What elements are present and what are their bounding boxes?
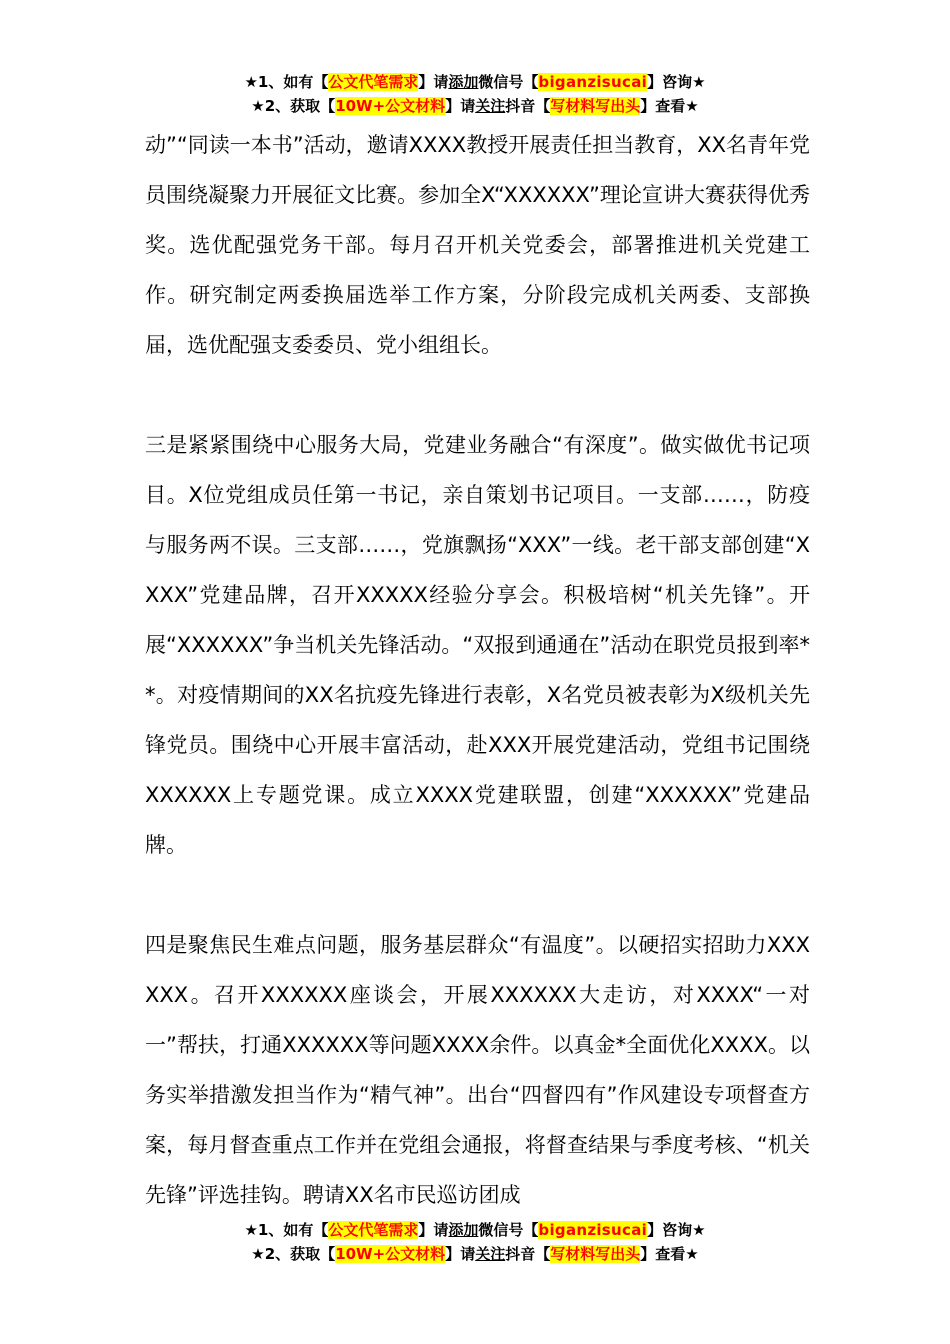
banner-text: 】请 bbox=[445, 1245, 476, 1263]
banner-text: ★2、获取【 bbox=[251, 97, 336, 115]
paragraph-1: 动”“同读一本书”活动，邀请XXXX教授开展责任担当教育，XX名青年党员围绕凝聚力开展征文比赛。参加全X“XXXXXX”理论宣讲大赛获得优秀奖。选优配强党务干部。每月召开机关党委会，部署推进机关党建工作。研究制定两委换届选举工作方案，分阶段完成机关两委、支部换届，选优配强支委委员、党小组组长。 bbox=[145, 133, 810, 357]
banner-text: 微信号【 bbox=[478, 73, 539, 91]
banner-text: 】请 bbox=[445, 97, 476, 115]
banner-line-1 bbox=[0, 70, 950, 94]
banner-text: ★1、如有【 bbox=[244, 73, 329, 91]
banner-text: 】咨询★ bbox=[647, 73, 706, 91]
highlight-materials: 10W+公文材料 bbox=[335, 97, 446, 115]
underlined-text: 关注 bbox=[475, 97, 506, 115]
highlight-service: 公文代笔需求 bbox=[328, 73, 419, 91]
underlined-text: 添加 bbox=[448, 1221, 479, 1239]
banner-text: 】咨询★ bbox=[647, 1221, 706, 1239]
paragraph-2: 三是紧紧围绕中心服务大局，党建业务融合“有深度”。做实做优书记项目。X位党组成员任第一书记，亲自策划书记项目。一支部……，防疫与服务两不误。三支部……，党旗飘扬“XXX”一线。老干部支部创建“XXXX”党建品牌，召开XXXXX经验分享会。积极培树“机关先锋”。开展“XXXXXX”争当机关先锋活动。“双报到通通在”活动在职党员报到率**。对疫情期间的XX名抗疫先锋进行表彰，X名党员被表彰为X级机关先锋党员。围绕中心开展丰富活动，赴XXX开展党建活动，党组书记围绕XXXXXX上专题党课。成立XXXX党建联盟，创建“XXXXXX”党建品牌。 bbox=[145, 433, 810, 857]
banner-text: 】请 bbox=[418, 73, 449, 91]
banner-text: 】查看★ bbox=[640, 97, 699, 115]
highlight-douyin-account: 写材料写出头 bbox=[550, 1245, 641, 1263]
highlight-douyin-account: 写材料写出头 bbox=[550, 97, 641, 115]
footer-banner bbox=[0, 1218, 950, 1266]
banner-text: 】请 bbox=[418, 1221, 449, 1239]
banner-line-2 bbox=[0, 1242, 950, 1266]
paragraph-spacer bbox=[145, 370, 810, 420]
underlined-text: 添加 bbox=[448, 73, 479, 91]
banner-text: ★2、获取【 bbox=[251, 1245, 336, 1263]
banner-text: 抖音【 bbox=[505, 97, 551, 115]
banner-line-2 bbox=[0, 94, 950, 118]
document-body bbox=[145, 120, 810, 1220]
banner-text: 抖音【 bbox=[505, 1245, 551, 1263]
highlight-wechat-id: biganzisucai bbox=[538, 1221, 648, 1239]
highlight-service: 公文代笔需求 bbox=[328, 1221, 419, 1239]
highlight-materials: 10W+公文材料 bbox=[335, 1245, 446, 1263]
banner-text: 】查看★ bbox=[640, 1245, 699, 1263]
banner-line-1 bbox=[0, 1218, 950, 1242]
banner-text: 微信号【 bbox=[478, 1221, 539, 1239]
header-banner bbox=[0, 70, 950, 118]
paragraph-3: 四是聚焦民生难点问题，服务基层群众“有温度”。以硬招实招助力XXXXXX。召开XXXXXX座谈会，开展XXXXXX大走访，对XXXX“一对一”帮扶，打通XXXXXX等问题XXXX余件。以真金*全面优化XXXX。以务实举措激发担当作为“精气神”。出台“四督四有”作风建设专项督查方案，每月督查重点工作并在党组会通报，将督查结果与季度考核、“机关先锋”评选挂钩。聘请XX名市民巡访团成 bbox=[145, 933, 810, 1207]
paragraph-spacer bbox=[145, 870, 810, 920]
highlight-wechat-id: biganzisucai bbox=[538, 73, 648, 91]
banner-text: ★1、如有【 bbox=[244, 1221, 329, 1239]
underlined-text: 关注 bbox=[475, 1245, 506, 1263]
